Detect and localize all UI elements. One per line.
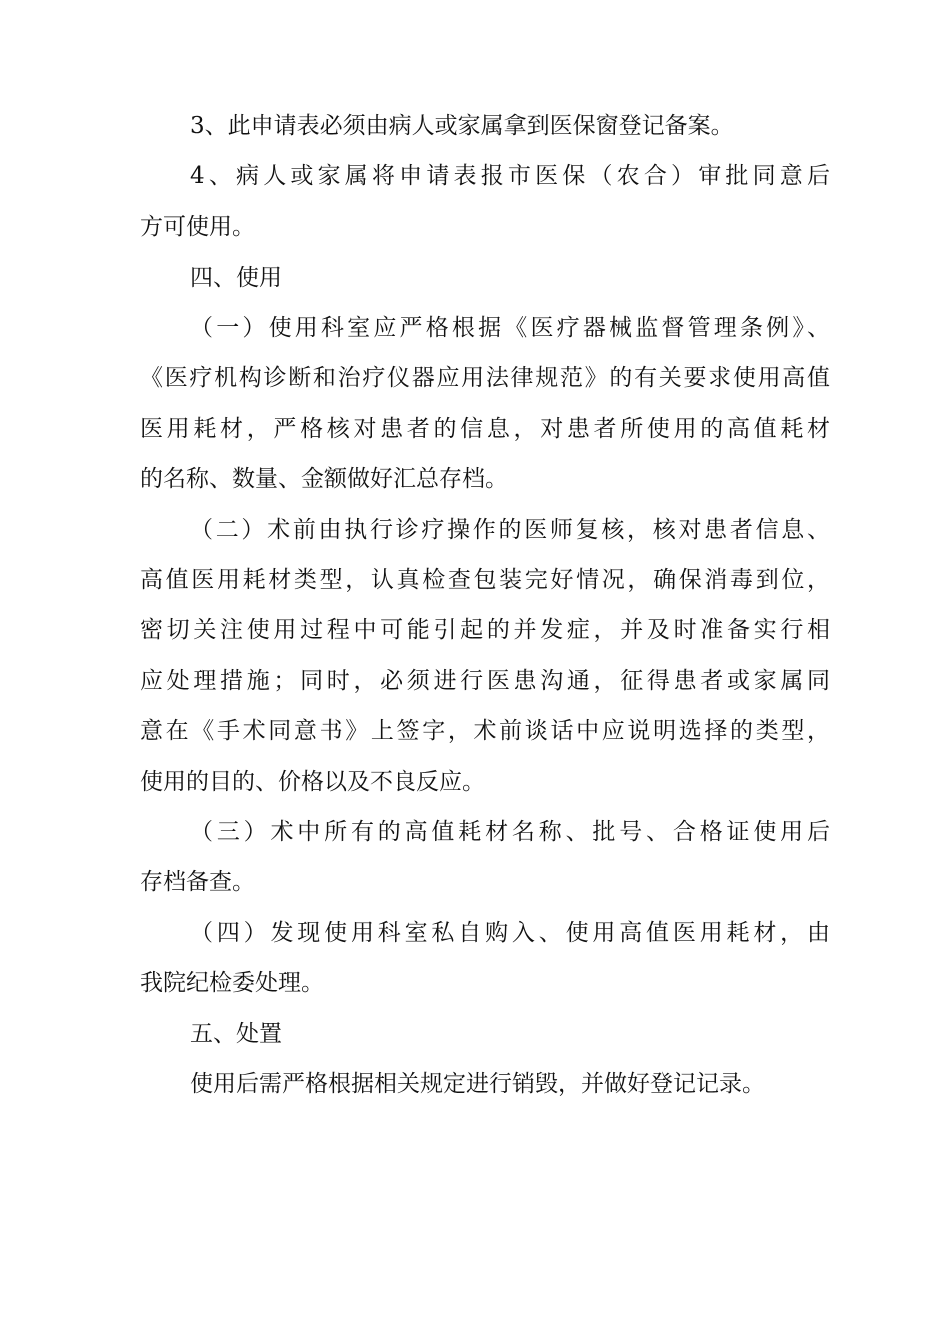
paragraph-line: 方可使用。 <box>140 214 255 240</box>
paragraph-line: 我院纪检委处理。 <box>140 970 324 996</box>
paragraph-line: （三）术中所有的高值耗材名称、批号、合格证使用后 <box>190 819 830 845</box>
paragraph-line: 4、病人或家属将申请表报市医保（农合）审批同意后 <box>190 163 830 189</box>
paragraph-line: 存档备查。 <box>140 869 255 895</box>
section-heading: 五、处置 <box>190 1021 282 1047</box>
paragraph-line: 密切关注使用过程中可能引起的并发症，并及时准备实行相 <box>140 617 830 643</box>
paragraph-line: 的名称、数量、金额做好汇总存档。 <box>140 466 508 492</box>
paragraph-line: （四）发现使用科室私自购入、使用高值医用耗材，由 <box>190 920 830 946</box>
paragraph-line: 意在《手术同意书》上签字，术前谈话中应说明选择的类型， <box>140 718 830 744</box>
paragraph-line: 医用耗材，严格核对患者的信息，对患者所使用的高值耗材 <box>140 416 830 442</box>
paragraph-line: （二）术前由执行诊疗操作的医师复核，核对患者信息、 <box>190 517 830 543</box>
paragraph-line: 《医疗机构诊断和治疗仪器应用法律规范》的有关要求使用高值 <box>140 365 830 391</box>
paragraph-line: 应处理措施；同时，必须进行医患沟通，征得患者或家属同 <box>140 668 830 694</box>
paragraph-line: 使用后需严格根据相关规定进行销毁，并做好登记记录。 <box>190 1071 765 1097</box>
paragraph-line: （一）使用科室应严格根据《医疗器械监督管理条例》、 <box>190 315 830 341</box>
section-heading: 四、使用 <box>190 265 282 291</box>
paragraph-line: 高值医用耗材类型，认真检查包装完好情况，确保消毒到位， <box>140 567 830 593</box>
paragraph-line: 使用的目的、价格以及不良反应。 <box>140 769 485 795</box>
paragraph-line: 3、此申请表必须由病人或家属拿到医保窗登记备案。 <box>190 113 734 139</box>
